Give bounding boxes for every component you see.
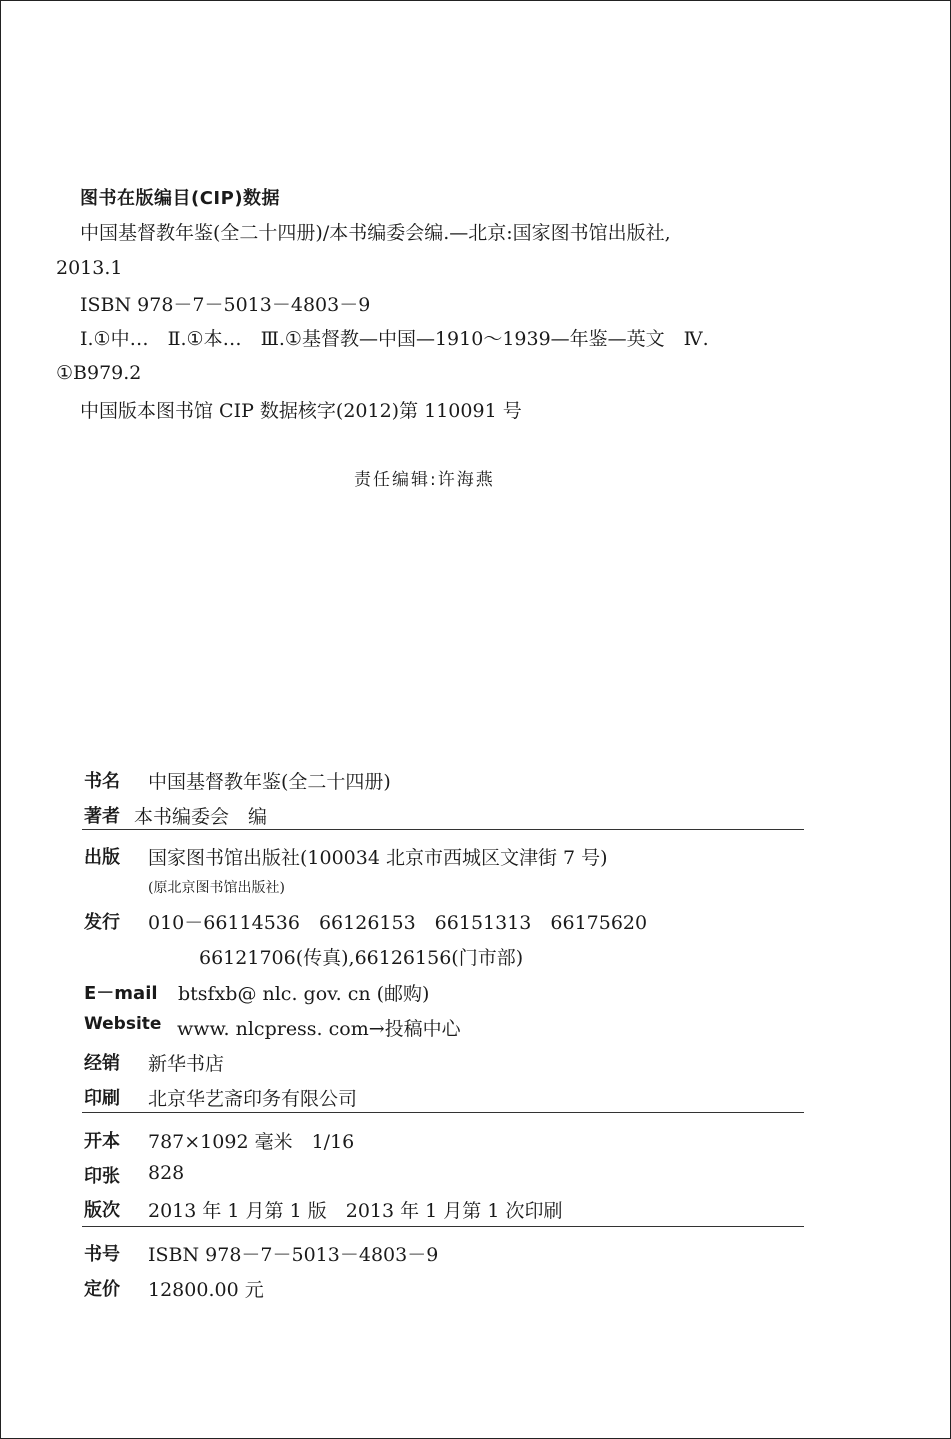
edition-value: 2013 年 1 月第 1 版 2013 年 1 月第 1 次印刷 [148,1200,563,1222]
seller-label: 经销 [84,1053,120,1074]
distribution-phones: 010－66114536 66126153 66151313 66175620 [148,912,648,934]
publisher-label: 出版 [84,847,120,868]
cip-line-record-number: 中国版本图书馆 CIP 数据核字(2012)第 110091 号 [80,400,522,422]
divider-3 [82,1226,804,1227]
seller-value: 新华书店 [148,1053,225,1075]
divider-1 [82,829,804,830]
price-value: 12800.00 元 [148,1279,264,1301]
cip-line-isbn: ISBN 978－7－5013－4803－9 [80,294,371,316]
format-value: 787×1092 毫米 1/16 [148,1131,355,1153]
printer-label: 印刷 [84,1088,120,1109]
distribution-fax-store: 66121706(传真),66126156(门市部) [199,947,524,969]
title-label: 书名 [84,771,120,792]
distribution-label: 发行 [84,912,120,933]
author-label: 著者 [84,806,120,827]
cip-line-title: 中国基督教年鉴(全二十四册)/本书编委会编.—北京:国家图书馆出版社, [80,222,671,244]
divider-2 [82,1112,804,1113]
email-label: E－mail [84,983,158,1004]
cip-line-subjects: Ⅰ.①中… Ⅱ.①本… Ⅲ.①基督教—中国—1910～1939—年鉴—英文 Ⅳ. [80,328,709,350]
sheets-label: 印张 [84,1166,120,1187]
cip-line-date: 2013.1 [56,257,123,279]
email-value: btsfxb@ nlc. gov. cn (邮购) [178,983,430,1005]
isbn-value: ISBN 978－7－5013－4803－9 [148,1244,439,1266]
author-value: 本书编委会 编 [134,806,268,828]
title-value: 中国基督教年鉴(全二十四册) [148,771,391,793]
cip-heading: 图书在版编目(CIP)数据 [80,188,281,209]
responsible-editor: 责任编辑:许海燕 [354,470,495,490]
cip-line-classification: ①B979.2 [56,362,142,384]
price-label: 定价 [84,1279,120,1300]
printer-value: 北京华艺斋印务有限公司 [148,1088,358,1110]
edition-label: 版次 [84,1200,120,1221]
sheets-value: 828 [148,1162,185,1184]
format-label: 开本 [84,1131,120,1152]
publisher-former-name: (原北京图书馆出版社) [148,880,285,896]
isbn-label: 书号 [84,1244,120,1265]
website-label: Website [84,1014,162,1034]
website-value: www. nlcpress. com→投稿中心 [177,1018,461,1040]
publisher-value: 国家图书馆出版社(100034 北京市西城区文津街 7 号) [148,847,608,869]
